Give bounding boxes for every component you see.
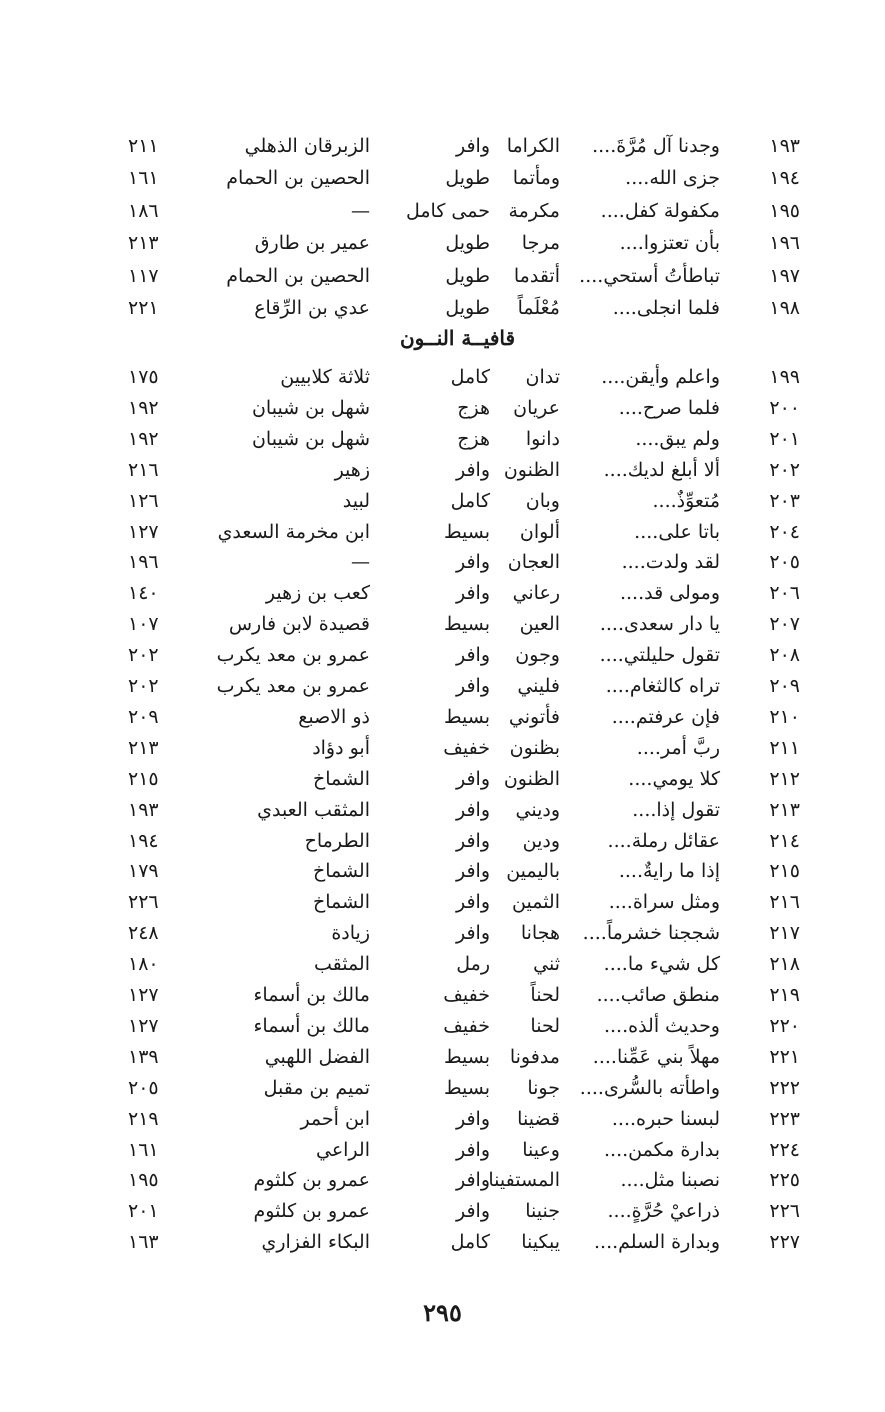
page-reference: ٢٠٥ bbox=[128, 1076, 159, 1099]
rhyme-word: العجان bbox=[507, 551, 560, 574]
poet-name: الشماخ bbox=[312, 767, 370, 790]
entry-number: ٢٢٠ bbox=[769, 1014, 800, 1037]
rhyme-word: فليني bbox=[517, 675, 560, 697]
poet-name: — bbox=[351, 199, 370, 222]
poet-name: عمير بن طارق bbox=[254, 232, 370, 255]
poet-name: عمرو بن كلثوم bbox=[253, 1169, 370, 1192]
verse-opening: كلا يومي.... bbox=[628, 767, 720, 790]
page-reference: ١٣٩ bbox=[128, 1045, 159, 1068]
rhyme-word: فأتوني bbox=[508, 705, 560, 728]
table-row bbox=[0, 163, 885, 194]
rhyme-word: مكرمة bbox=[508, 199, 560, 222]
poet-name: عدي بن الرِّقاع bbox=[254, 297, 370, 319]
page-reference: ٢٢٦ bbox=[128, 891, 159, 914]
verse-opening: ومولى قد.... bbox=[619, 582, 720, 605]
entry-number: ٢٠٣ bbox=[769, 489, 800, 512]
entry-number: ٢١٨ bbox=[769, 953, 800, 976]
page-reference: ١٩٥ bbox=[128, 1169, 159, 1192]
poetic-meter: وافر bbox=[455, 582, 490, 605]
rhyme-word: ومأتما bbox=[512, 167, 560, 190]
poet-name: ابن مخرمة السعدي bbox=[217, 520, 370, 543]
poetic-meter: وافر bbox=[455, 922, 490, 945]
page-reference: ١٦١ bbox=[128, 1138, 159, 1161]
table-row bbox=[0, 362, 885, 393]
poetic-meter: وافر bbox=[455, 860, 490, 883]
page-reference: ١٦١ bbox=[128, 167, 159, 190]
page-reference: ٢٠١ bbox=[128, 1200, 159, 1223]
entry-number: ١٩٦ bbox=[769, 232, 800, 255]
poetic-meter: طويل bbox=[445, 297, 490, 319]
poet-name: المثقب bbox=[313, 953, 370, 976]
poetic-meter: كامل bbox=[450, 366, 490, 388]
poetic-meter: وافر bbox=[455, 135, 490, 157]
page-reference: ٢٢١ bbox=[128, 297, 159, 319]
entry-number: ١٩٧ bbox=[769, 264, 800, 287]
poet-name: لبيد bbox=[342, 489, 370, 512]
poet-name: زيادة bbox=[331, 922, 370, 945]
page-reference: ٢٠٩ bbox=[128, 705, 159, 728]
page-reference: ١٨٠ bbox=[128, 953, 159, 976]
verse-opening: تراه كالثغام.... bbox=[605, 675, 720, 697]
table-row bbox=[0, 1011, 885, 1042]
poet-name: الطرماح bbox=[304, 829, 370, 852]
entry-number: ٢١٢ bbox=[769, 767, 800, 790]
page-reference: ٢٤٨ bbox=[128, 922, 159, 945]
poetic-meter: بسيط bbox=[443, 520, 490, 543]
page-reference: ٢١٩ bbox=[128, 1107, 159, 1130]
page-reference: ١١٧ bbox=[128, 264, 159, 287]
page-reference: ١٢٧ bbox=[128, 520, 159, 543]
entry-number: ٢٠٨ bbox=[769, 644, 800, 667]
page-reference: ١٩٣ bbox=[128, 798, 159, 821]
rhyme-word: ثني bbox=[533, 953, 560, 976]
verse-opening: فلما صرح.... bbox=[618, 396, 720, 419]
poet-name: البكاء الفزاري bbox=[261, 1231, 370, 1254]
page-reference: ٢١٦ bbox=[128, 458, 159, 481]
page-reference: ١٦٣ bbox=[128, 1231, 159, 1254]
table-row bbox=[0, 293, 885, 324]
rhyme-word: هجانا bbox=[520, 922, 560, 945]
page-reference: ١٧٩ bbox=[128, 860, 159, 883]
entry-number: ٢١٦ bbox=[769, 891, 800, 914]
entry-number: ٢٠٠ bbox=[769, 396, 800, 419]
poet-name: قصيدة لابن فارس bbox=[228, 613, 370, 636]
entry-number: ٢١٥ bbox=[769, 860, 800, 883]
page-reference: ٢١١ bbox=[128, 135, 159, 157]
verse-opening: تقول إذا.... bbox=[632, 798, 720, 821]
page-reference: ١٩٢ bbox=[128, 427, 159, 450]
table-row bbox=[0, 578, 885, 609]
verse-opening: تقول حليلتي.... bbox=[599, 644, 720, 667]
poetic-meter: بسيط bbox=[443, 613, 490, 636]
table-row bbox=[0, 671, 885, 702]
rhyme-word: ألوان bbox=[519, 520, 560, 543]
poetic-meter: وافر bbox=[455, 1107, 490, 1130]
poetic-meter: خفيف bbox=[443, 984, 490, 1006]
table-row bbox=[0, 640, 885, 671]
verse-opening: عقائل رملة.... bbox=[607, 829, 720, 852]
entry-number: ١٩٥ bbox=[769, 199, 800, 222]
poetic-meter: بسيط bbox=[443, 1076, 490, 1099]
verse-opening: وحديث ألذه.... bbox=[603, 1014, 720, 1037]
rhyme-word: لحنا bbox=[530, 1014, 560, 1037]
entry-number: ٢١٣ bbox=[769, 798, 800, 821]
entry-number: ٢٠٦ bbox=[769, 582, 800, 605]
verse-opening: ومثل سراة.... bbox=[608, 891, 720, 914]
page-reference: ٢١٣ bbox=[128, 232, 159, 255]
table-row bbox=[0, 547, 885, 578]
page-reference: ١٢٧ bbox=[128, 1014, 159, 1037]
entry-number: ٢٢١ bbox=[769, 1045, 800, 1068]
page-reference: ١٩٤ bbox=[128, 829, 159, 852]
poet-name: أبو دؤاد bbox=[312, 736, 370, 759]
rhyme-word: المستفينا bbox=[488, 1169, 560, 1192]
poet-name: كعب بن زهير bbox=[265, 582, 370, 605]
rhyme-word: العين bbox=[519, 613, 560, 636]
rhyme-word: الثمين bbox=[512, 891, 560, 914]
poetic-meter: بسيط bbox=[443, 705, 490, 728]
poetic-meter: كامل bbox=[450, 489, 490, 512]
page-reference: ١٢٦ bbox=[128, 489, 159, 512]
table-row bbox=[0, 393, 885, 424]
poet-name: — bbox=[351, 551, 370, 574]
verse-opening: وبدارة السلم.... bbox=[594, 1231, 720, 1254]
page-reference: ١٤٠ bbox=[128, 582, 159, 605]
entry-number: ٢٠٢ bbox=[769, 458, 800, 481]
table-row bbox=[0, 455, 885, 486]
entry-number: ٢١٤ bbox=[769, 829, 800, 852]
verse-opening: ربَّ أمر.... bbox=[636, 736, 720, 759]
table-row bbox=[0, 980, 885, 1011]
page-reference: ١٨٦ bbox=[128, 199, 159, 222]
entry-number: ٢٠١ bbox=[769, 427, 800, 450]
poet-name: شهل بن شيبان bbox=[251, 427, 370, 450]
page-reference: ١٢٧ bbox=[128, 984, 159, 1006]
poet-name: الفضل اللهبي bbox=[264, 1045, 370, 1068]
verse-opening: مهلاً بني عَمِّنا.... bbox=[592, 1045, 720, 1068]
entry-number: ٢٢٣ bbox=[769, 1107, 800, 1130]
verse-opening: فإن عرفتم.... bbox=[611, 705, 720, 728]
entry-number: ٢٢٥ bbox=[769, 1169, 800, 1192]
poet-name: الحصين بن الحمام bbox=[226, 167, 370, 190]
rhyme-word: مدفونا bbox=[509, 1045, 560, 1068]
poet-name: الشماخ bbox=[312, 860, 370, 883]
table-row bbox=[0, 795, 885, 826]
table-row bbox=[0, 702, 885, 733]
verse-opening: مُتعوِّذٌ.... bbox=[652, 489, 720, 512]
poetic-meter: وافر bbox=[455, 644, 490, 667]
verse-opening: شججنا خشرماً.... bbox=[582, 922, 720, 945]
table-row bbox=[0, 1165, 885, 1196]
page-reference: ٢١٣ bbox=[128, 736, 159, 759]
entry-number: ٢٠٩ bbox=[769, 675, 800, 697]
verse-opening: باتا على.... bbox=[634, 520, 720, 543]
poetic-meter: وافر bbox=[455, 767, 490, 790]
verse-opening: ذراعيْ حُرَّةٍ.... bbox=[607, 1200, 720, 1223]
poetic-meter: وافر bbox=[455, 1138, 490, 1161]
table-row bbox=[0, 1042, 885, 1073]
rhyme-word: تدان bbox=[525, 366, 560, 388]
entry-number: ٢٢٦ bbox=[769, 1200, 800, 1223]
section-heading: قافيــة النــون bbox=[399, 326, 516, 350]
page-reference: ١٩٦ bbox=[128, 551, 159, 574]
verse-opening: وجدنا آل مُرَّةَ.... bbox=[592, 135, 720, 157]
entry-number: ٢٢٧ bbox=[769, 1231, 800, 1254]
poetic-meter: رمل bbox=[456, 953, 490, 976]
table-row bbox=[0, 887, 885, 918]
rhyme-word: وعينا bbox=[522, 1138, 560, 1161]
entry-number: ١٩٤ bbox=[769, 167, 800, 190]
table-row bbox=[0, 131, 885, 162]
table-row bbox=[0, 1227, 885, 1258]
page-reference: ٢١٥ bbox=[128, 767, 159, 790]
verse-opening: ولم يبق.... bbox=[635, 427, 720, 450]
poet-name: الراعي bbox=[315, 1138, 370, 1161]
table-row bbox=[0, 609, 885, 640]
verse-opening: واطأته بالسُّرى.... bbox=[579, 1076, 720, 1099]
poetic-meter: طويل bbox=[445, 167, 490, 190]
verse-opening: تباطأتُ أستحي.... bbox=[579, 264, 720, 287]
verse-opening: لقد ولدت.... bbox=[621, 551, 720, 574]
poetic-meter: وافر bbox=[455, 829, 490, 852]
entry-number: ٢١٠ bbox=[769, 705, 800, 728]
poet-name: عمرو بن معد يكرب bbox=[216, 675, 370, 697]
poetic-meter: كامل bbox=[450, 1231, 490, 1254]
table-row bbox=[0, 196, 885, 227]
rhyme-word: لحناً bbox=[530, 984, 560, 1006]
table-row bbox=[0, 1196, 885, 1227]
verse-opening: نصبنا مثل.... bbox=[620, 1169, 720, 1192]
page-reference: ١٠٧ bbox=[128, 613, 159, 636]
poet-name: ابن أحمر bbox=[300, 1107, 370, 1130]
table-row bbox=[0, 856, 885, 887]
poetic-meter: وافر bbox=[455, 1200, 490, 1223]
verse-opening: كل شيء ما.... bbox=[603, 953, 720, 976]
table-row bbox=[0, 1104, 885, 1135]
verse-opening: لبسنا حبره.... bbox=[611, 1107, 720, 1130]
entry-number: ٢٠٧ bbox=[769, 613, 800, 636]
poet-name: المثقب العبدي bbox=[257, 798, 370, 821]
page-reference: ١٧٥ bbox=[128, 366, 159, 388]
table-row bbox=[0, 517, 885, 548]
table-row bbox=[0, 261, 885, 292]
entry-number: ١٩٣ bbox=[769, 135, 800, 157]
rhyme-word: الكراما bbox=[506, 135, 560, 157]
poetic-meter: طويل bbox=[445, 264, 490, 287]
poetic-meter: وافر bbox=[455, 891, 490, 914]
poet-name: الحصين بن الحمام bbox=[226, 264, 370, 287]
rhyme-word: باليمين bbox=[506, 860, 560, 883]
verse-opening: بدارة مكمن.... bbox=[604, 1138, 720, 1161]
poet-name: مالك بن أسماء bbox=[253, 984, 370, 1006]
poetic-meter: وافر bbox=[455, 458, 490, 481]
page-reference: ٢٠٢ bbox=[128, 644, 159, 667]
table-row bbox=[0, 764, 885, 795]
entry-number: ٢٠٥ bbox=[769, 551, 800, 574]
table-row bbox=[0, 949, 885, 980]
verse-opening: بأن تعتزوا.... bbox=[619, 232, 720, 255]
rhyme-word: بظنون bbox=[509, 736, 560, 759]
rhyme-word: مُعْلَماً bbox=[517, 297, 560, 319]
rhyme-word: قضينا bbox=[517, 1107, 560, 1130]
page-reference: ٢٠٢ bbox=[128, 675, 159, 697]
rhyme-word: الظنون bbox=[503, 767, 560, 790]
poetic-meter: خفيف bbox=[443, 736, 490, 759]
rhyme-word: رعاني bbox=[512, 582, 560, 605]
poetic-meter: وافر bbox=[455, 551, 490, 574]
poet-name: الزبرقان الذهلي bbox=[244, 135, 370, 157]
poetic-meter: هزج bbox=[457, 427, 490, 450]
table-row bbox=[0, 1073, 885, 1104]
table-row bbox=[0, 918, 885, 949]
page-number: ٢٩٥ bbox=[423, 1298, 462, 1327]
rhyme-word: وجون bbox=[515, 644, 560, 667]
verse-opening: منطق صائب.... bbox=[596, 984, 720, 1006]
entry-number: ٢٠٤ bbox=[769, 520, 800, 543]
entry-number: ٢١٩ bbox=[769, 984, 800, 1006]
poet-name: عمرو بن معد يكرب bbox=[216, 644, 370, 667]
rhyme-word: جنينا bbox=[525, 1200, 560, 1223]
poet-name: عمرو بن كلثوم bbox=[253, 1200, 370, 1223]
rhyme-word: يبكينا bbox=[521, 1231, 560, 1254]
poetic-meter: حمى كامل bbox=[405, 199, 490, 222]
verse-opening: مكفولة كفل.... bbox=[600, 199, 720, 222]
rhyme-word: ودين bbox=[522, 829, 560, 852]
poetic-meter: طويل bbox=[445, 232, 490, 255]
poet-name: تميم بن مقبل bbox=[263, 1076, 370, 1099]
poet-name: زهير bbox=[334, 458, 370, 481]
entry-number: ١٩٨ bbox=[769, 297, 800, 319]
rhyme-word: جونا bbox=[527, 1076, 560, 1099]
entry-number: ٢٢٢ bbox=[769, 1076, 800, 1099]
table-row bbox=[0, 486, 885, 517]
page-reference: ١٩٢ bbox=[128, 396, 159, 419]
entry-number: ٢١٧ bbox=[769, 922, 800, 945]
entry-number: ٢٢٤ bbox=[769, 1138, 800, 1161]
rhyme-word: وديني bbox=[515, 798, 560, 821]
table-row bbox=[0, 826, 885, 857]
verse-opening: إذا ما رايةٌ.... bbox=[618, 860, 720, 883]
entry-number: ٢١١ bbox=[769, 736, 800, 759]
verse-opening: واعلم وأيقن.... bbox=[601, 366, 720, 388]
poet-name: مالك بن أسماء bbox=[253, 1014, 370, 1037]
poetic-meter: هزج bbox=[457, 396, 490, 419]
poetic-meter: وافر bbox=[455, 1169, 490, 1192]
rhyme-word: عريان bbox=[513, 396, 560, 419]
rhyme-word: مرجا bbox=[521, 232, 560, 255]
poet-name: ثلاثة كلابيين bbox=[280, 366, 370, 388]
poetic-meter: وافر bbox=[455, 675, 490, 697]
poet-name: شهل بن شيبان bbox=[251, 396, 370, 419]
poetic-meter: بسيط bbox=[443, 1045, 490, 1068]
table-row bbox=[0, 1135, 885, 1166]
poetic-meter: وافر bbox=[455, 798, 490, 821]
table-row bbox=[0, 228, 885, 259]
verse-opening: جزى الله.... bbox=[625, 167, 720, 190]
rhyme-word: أتقدما bbox=[513, 264, 560, 287]
poetic-meter: خفيف bbox=[443, 1014, 490, 1037]
entry-number: ١٩٩ bbox=[769, 366, 800, 388]
poet-name: الشماخ bbox=[312, 891, 370, 914]
rhyme-word: وبان bbox=[525, 489, 560, 512]
poet-name: ذو الاصبع bbox=[298, 705, 370, 728]
verse-opening: ألا أبلغ لديك.... bbox=[603, 458, 720, 481]
rhyme-word: الظنون bbox=[503, 458, 560, 481]
table-row bbox=[0, 424, 885, 455]
table-row bbox=[0, 733, 885, 764]
rhyme-word: دانوا bbox=[525, 427, 560, 450]
verse-opening: فلما انجلى.... bbox=[612, 297, 720, 319]
verse-opening: يا دار سعدى.... bbox=[599, 613, 720, 636]
